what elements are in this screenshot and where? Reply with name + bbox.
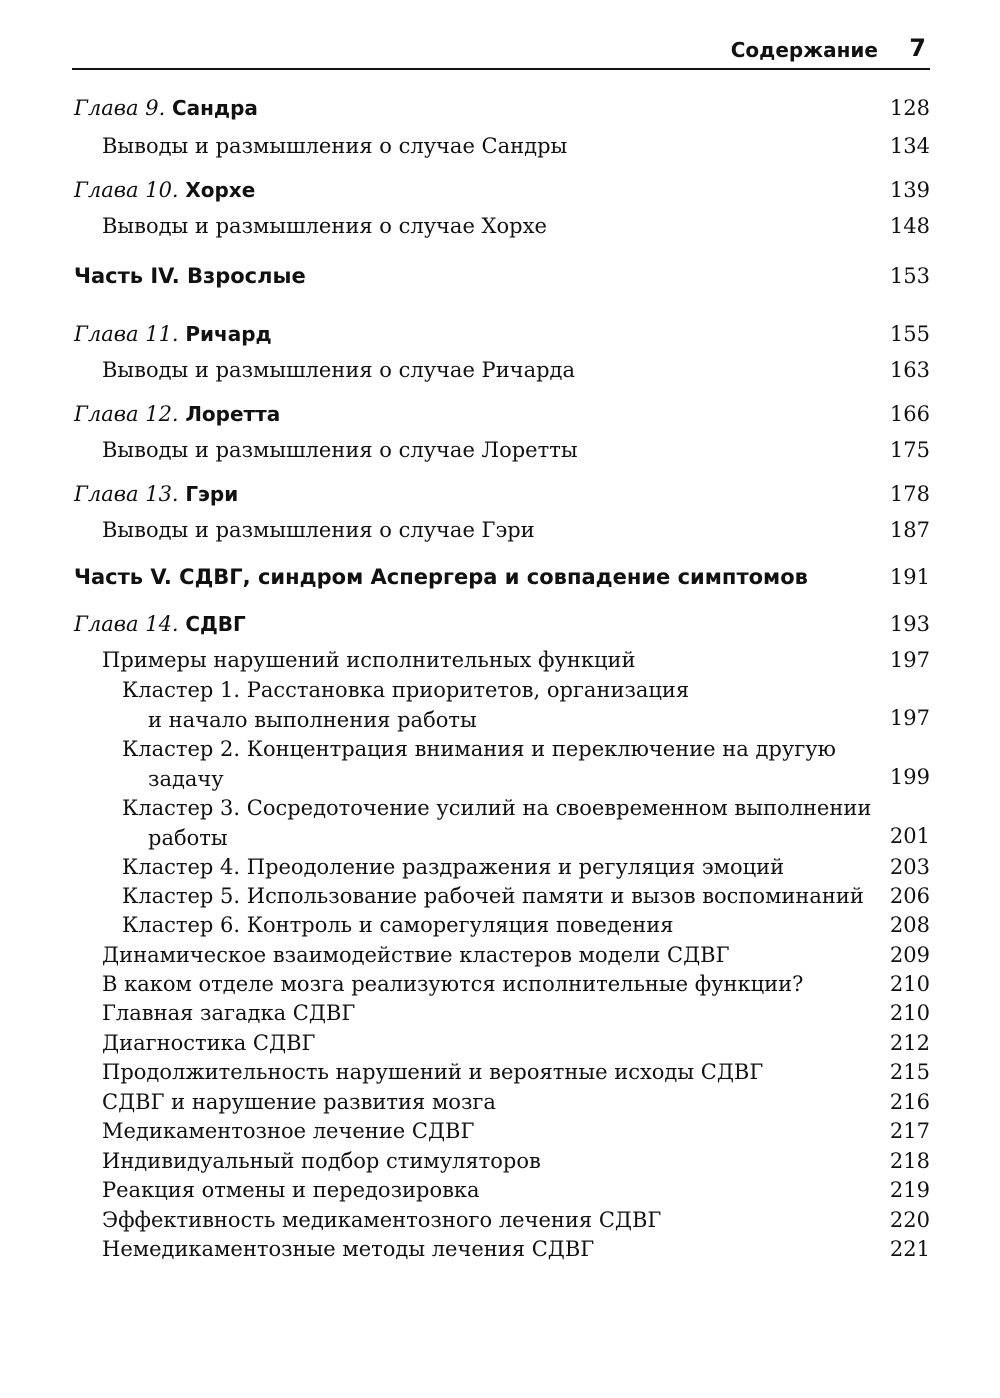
page-number: 217 xyxy=(889,1119,930,1143)
section-title: Немедикаментозные методы лечения СДВГ xyxy=(102,1237,595,1261)
section-title: Выводы и размышления о случае Сандры xyxy=(102,134,568,158)
subsection-title-line2: и начало выполнения работы xyxy=(148,708,477,732)
chapter-title: Лоретта xyxy=(185,402,281,426)
page-number: 166 xyxy=(889,402,930,426)
chapter-title: СДВГ xyxy=(185,612,246,636)
part-title: Часть V. СДВГ, синдром Аспергера и совпадение симптомов xyxy=(74,565,808,589)
page-number: 215 xyxy=(889,1060,930,1084)
section-title: Главная загадка СДВГ xyxy=(102,1001,356,1025)
page-number: 208 xyxy=(889,913,930,937)
page-number: 210 xyxy=(889,1001,930,1025)
chapter-prefix: Глава 11. xyxy=(74,322,179,346)
page-number: 128 xyxy=(889,96,930,120)
page-number: 134 xyxy=(889,134,930,158)
page-number: 209 xyxy=(889,943,930,967)
subsection-title-line1: Кластер 3. Сосредоточение усилий на своевременном выполнении xyxy=(122,796,872,820)
section-title: Выводы и размышления о случае Ричарда xyxy=(102,358,575,382)
chapter-prefix: Глава 12. xyxy=(74,402,179,426)
chapter-prefix: Глава 14. xyxy=(74,612,179,636)
page-number: 203 xyxy=(889,855,930,879)
page-number: 193 xyxy=(889,612,930,636)
chapter-title: Ричард xyxy=(185,322,272,346)
page-number: 148 xyxy=(889,214,930,238)
section-title: Выводы и размышления о случае Гэри xyxy=(102,518,535,542)
section-title: Динамическое взаимодействие кластеров модели СДВГ xyxy=(102,943,730,967)
chapter-prefix: Глава 9. xyxy=(74,96,166,120)
chapter-title: Хорхе xyxy=(185,178,256,202)
subsection-title-line2: работы xyxy=(148,826,228,850)
section-title: Диагностика СДВГ xyxy=(102,1031,316,1055)
page-number: 201 xyxy=(889,824,930,848)
section-title: В каком отделе мозга реализуются исполнительные функции? xyxy=(102,972,804,996)
page-number: 139 xyxy=(889,178,930,202)
section-title: Продолжительность нарушений и вероятные исходы СДВГ xyxy=(102,1060,764,1084)
page-number: 197 xyxy=(889,648,930,672)
page-number: 163 xyxy=(889,358,930,382)
page-number: 191 xyxy=(889,565,930,589)
subsection-title-line1: Кластер 2. Концентрация внимания и переключение на другую xyxy=(122,737,836,761)
subsection-title-line1: Кластер 1. Расстановка приоритетов, организация xyxy=(122,678,690,702)
page-number: 216 xyxy=(889,1090,930,1114)
subsection-title: Кластер 6. Контроль и саморегуляция поведения xyxy=(122,913,674,937)
page-number: 206 xyxy=(889,884,930,908)
page-number: 178 xyxy=(889,482,930,506)
subsection-title-line2: задачу xyxy=(148,767,224,791)
section-title: Эффективность медикаментозного лечения СДВГ xyxy=(102,1208,662,1232)
section-title: Примеры нарушений исполнительных функций xyxy=(102,648,636,672)
section-title: Медикаментозное лечение СДВГ xyxy=(102,1119,475,1143)
header-page-number: 7 xyxy=(909,34,926,62)
page-number: 219 xyxy=(889,1178,930,1202)
page-number: 220 xyxy=(889,1208,930,1232)
page-number: 175 xyxy=(889,438,930,462)
page-number: 197 xyxy=(889,706,930,730)
page-number: 187 xyxy=(889,518,930,542)
page-number: 221 xyxy=(889,1237,930,1261)
chapter-prefix: Глава 13. xyxy=(74,482,179,506)
chapter-prefix: Глава 10. xyxy=(74,178,179,202)
section-title: Выводы и размышления о случае Хорхе xyxy=(102,214,547,238)
page-number: 212 xyxy=(889,1031,930,1055)
chapter-title: Гэри xyxy=(185,482,239,506)
chapter-title: Сандра xyxy=(171,96,258,120)
subsection-title: Кластер 5. Использование рабочей памяти и вызов воспоминаний xyxy=(122,884,864,908)
page-number: 155 xyxy=(889,322,930,346)
part-title: Часть IV. Взрослые xyxy=(74,264,306,288)
subsection-title: Кластер 4. Преодоление раздражения и регуляция эмоций xyxy=(122,855,785,879)
section-title: Выводы и размышления о случае Лоретты xyxy=(102,438,578,462)
page-number: 199 xyxy=(889,765,930,789)
header-title: Содержание xyxy=(730,38,878,62)
section-title: СДВГ и нарушение развития мозга xyxy=(102,1090,496,1114)
page-number: 210 xyxy=(889,972,930,996)
section-title: Реакция отмены и передозировка xyxy=(102,1178,480,1202)
page-number: 218 xyxy=(889,1149,930,1173)
section-title: Индивидуальный подбор стимуляторов xyxy=(102,1149,541,1173)
page-number: 153 xyxy=(889,264,930,288)
